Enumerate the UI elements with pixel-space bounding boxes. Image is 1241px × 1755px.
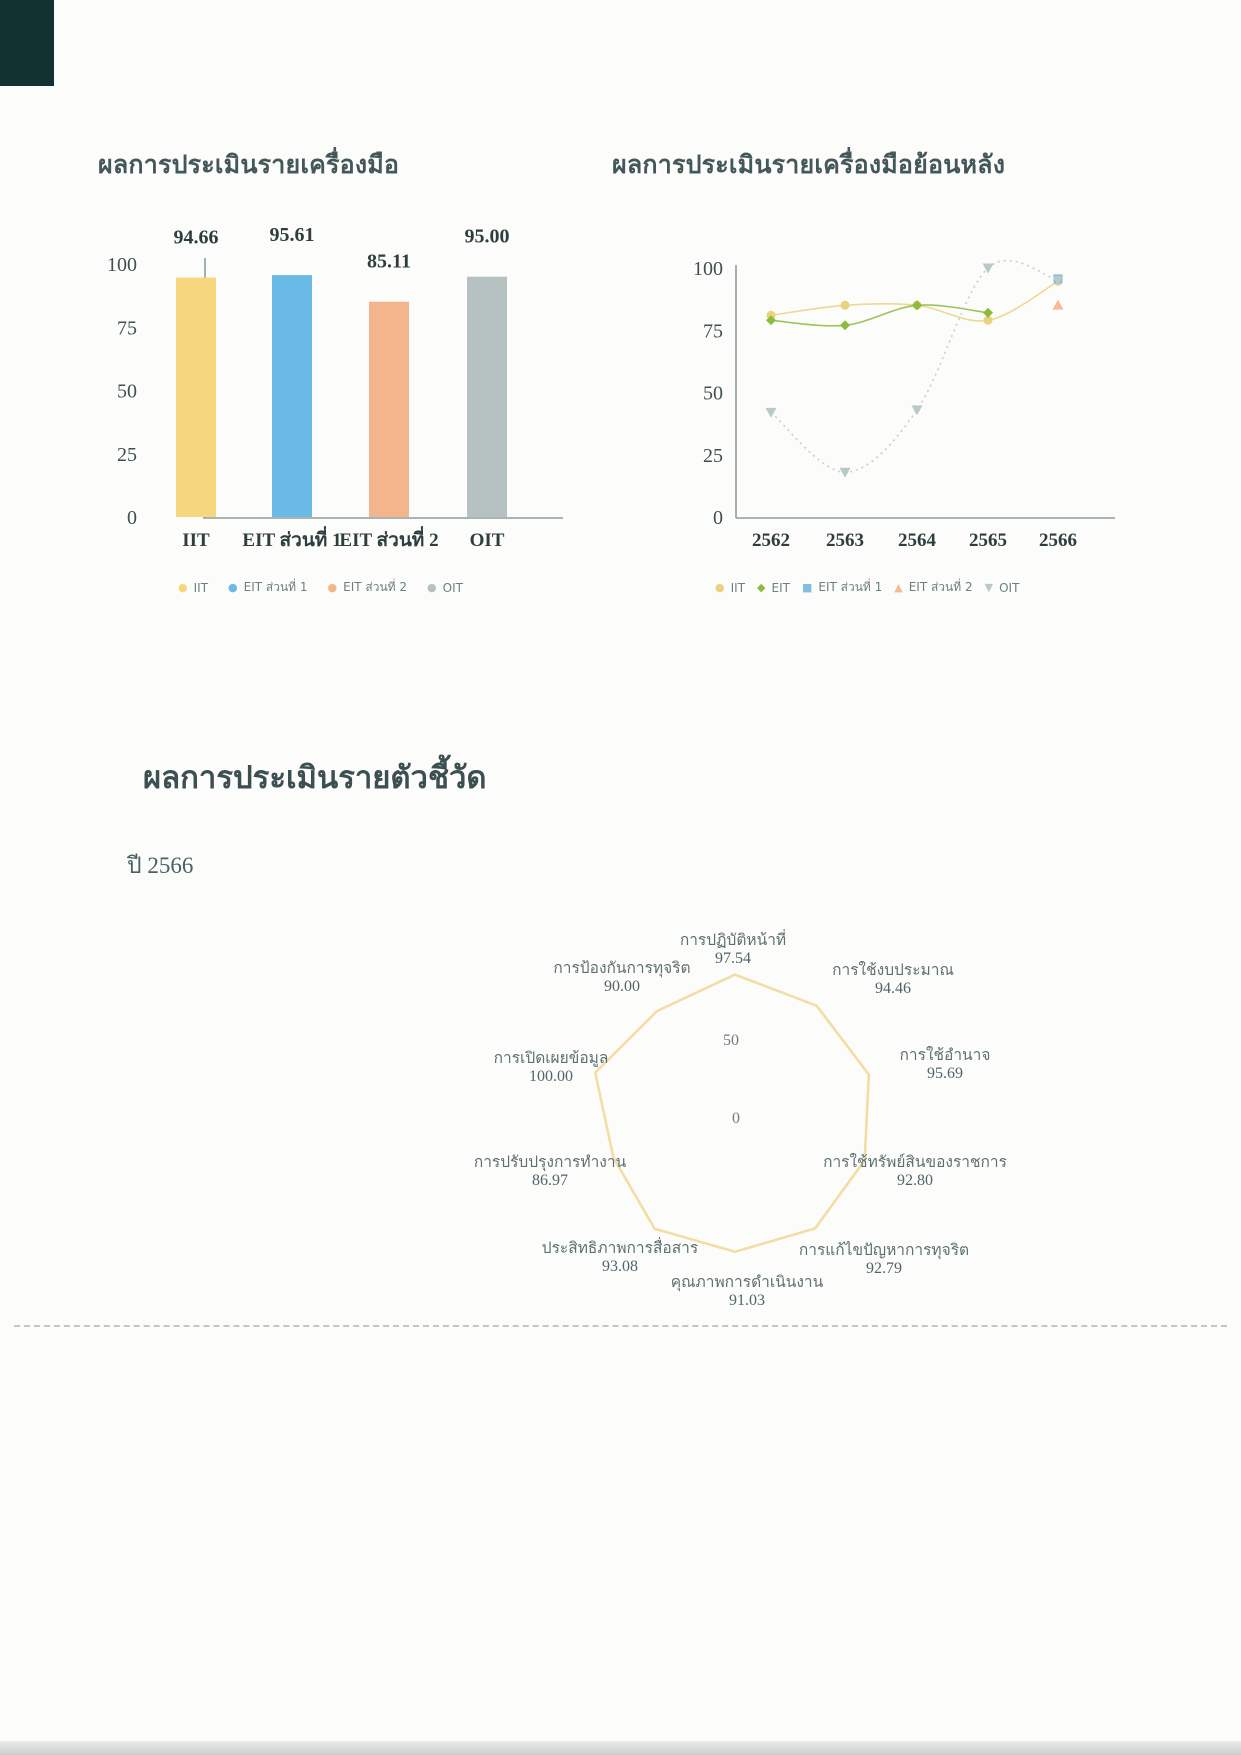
radar-axis-label: การใช้อำนาจ [899,1046,991,1064]
legend-item [894,578,972,597]
dashed-divider [14,1325,1227,1327]
y-tick-label: 50 [703,382,723,405]
radar-chart [430,830,1050,1350]
y-tick-label: 75 [117,317,137,340]
radar-tick-50: 50 [723,1032,739,1049]
marker-diamond [912,300,922,310]
x-tick-label: 2565 [969,530,1007,551]
marker-triangle-down [912,405,923,415]
legend-label: IIT [730,580,746,595]
line-chart-legend [715,578,1019,597]
x-tick-label: IIT [182,530,210,551]
y-tick-label: 0 [713,507,723,529]
bar-chart-legend [178,578,463,597]
legend-item [328,578,408,597]
bar-chart [95,210,565,560]
legend-label: OIT [442,580,463,595]
radar-axis-value: 95.69 [927,1065,963,1082]
section-title: ผลการประเมินรายตัวชี้วัด [143,760,487,796]
bar-value-label: 95.61 [269,224,315,247]
legend-marker-icon: ▼ [984,581,994,594]
radar-axis-value: 91.03 [729,1292,765,1309]
legend-label: OIT [999,580,1020,595]
radar-axis-label: การแก้ไขปัญหาการทุจริต [798,1241,970,1259]
y-tick-label: 75 [703,320,723,343]
legend-item [985,581,1020,595]
bar-value-label: 94.66 [173,226,219,249]
legend-item [715,581,745,595]
x-tick-label: 2564 [898,530,936,551]
legend-label: EIT ส่วนที่ 1 [243,580,308,594]
legend-item [802,578,882,597]
line-series-OIT [771,261,1058,473]
x-tick-label: 2566 [1039,530,1077,551]
line-chart-title: ผลการประเมินรายเครื่องมือย้อนหลัง [612,150,1006,179]
y-tick-label: 100 [693,258,723,280]
radar-axis-value: 92.79 [866,1260,902,1277]
radar-axis-label: การปรับปรุงการทำงาน [473,1153,627,1171]
header-corner-block [0,0,54,86]
legend-item [228,578,308,597]
legend-item [427,581,463,595]
radar-tick-0: 0 [732,1110,740,1127]
bar-value-label: 85.11 [367,250,411,273]
x-tick-label: EIT ส่วนที่ 1 [242,530,342,551]
page-bottom-strip [0,1741,1241,1755]
radar-axis-value: 93.08 [602,1258,638,1275]
x-tick-label: 2563 [826,530,864,551]
radar-axis-value: 92.80 [897,1172,933,1189]
marker-diamond [840,320,850,330]
radar-axis-label: การปฏิบัติหน้าที่ [679,931,787,949]
radar-axis-label: คุณภาพการดำเนินงาน [670,1273,824,1291]
radar-axis-label: การใช้งบประมาณ [832,961,954,979]
legend-marker-icon: ◆ [757,581,766,594]
bar-chart-title: ผลการประเมินรายเครื่องมือ [98,150,400,179]
y-tick-label: 100 [107,254,137,276]
marker-circle [841,301,850,310]
legend-marker-icon: ● [715,581,725,594]
legend-item [178,581,208,595]
radar-axis-value: 90.00 [604,978,640,995]
year-label: ปี 2566 [127,853,194,878]
radar-axis-label: การใช้ทรัพย์สินของราชการ [823,1153,1007,1171]
radar-axis-value: 97.54 [715,950,751,967]
legend-label: EIT ส่วนที่ 2 [908,580,973,594]
radar-axis-label: ประสิทธิภาพการสื่อสาร [541,1239,699,1257]
radar-axis-value: 86.97 [532,1172,568,1189]
y-tick-label: 25 [703,444,723,467]
y-tick-label: 25 [117,443,137,466]
legend-label: EIT [771,580,790,595]
bar-value-label: 95.00 [464,225,510,248]
legend-marker-icon: ■ [801,581,813,594]
legend-marker-icon: ▲ [894,581,903,594]
legend-label: EIT ส่วนที่ 1 [818,580,883,594]
y-tick-label: 0 [127,507,137,529]
radar-axis-value: 94.46 [875,980,911,997]
legend-marker-icon: ● [178,581,188,594]
legend-label: IIT [193,580,209,595]
marker-triangle [1053,300,1064,310]
line-chart [615,210,1125,560]
legend-item [757,581,790,595]
legend-label: EIT ส่วนที่ 2 [343,580,408,594]
marker-triangle-down [766,408,777,418]
bar-OIT [467,277,507,517]
legend-marker-icon: ● [327,581,338,594]
line-series-IIT [771,281,1058,321]
radar-axis-label: การป้องกันการทุจริต [553,959,691,977]
y-tick-label: 50 [117,380,137,403]
legend-marker-icon: ● [228,581,238,594]
marker-diamond [983,308,993,318]
x-tick-label: 2562 [752,530,790,551]
x-tick-label: OIT [469,530,505,551]
radar-axis-label: การเปิดเผยข้อมูล [493,1049,609,1067]
bar-EIT ส่วนที่ 2 [369,302,409,517]
x-tick-label: EIT ส่วนที่ 2 [339,530,439,551]
legend-marker-icon: ● [427,581,437,594]
bar-EIT ส่วนที่ 1 [272,275,312,517]
marker-triangle-down [840,468,851,478]
radar-axis-value: 100.00 [529,1068,573,1085]
bar-IIT [176,278,216,518]
